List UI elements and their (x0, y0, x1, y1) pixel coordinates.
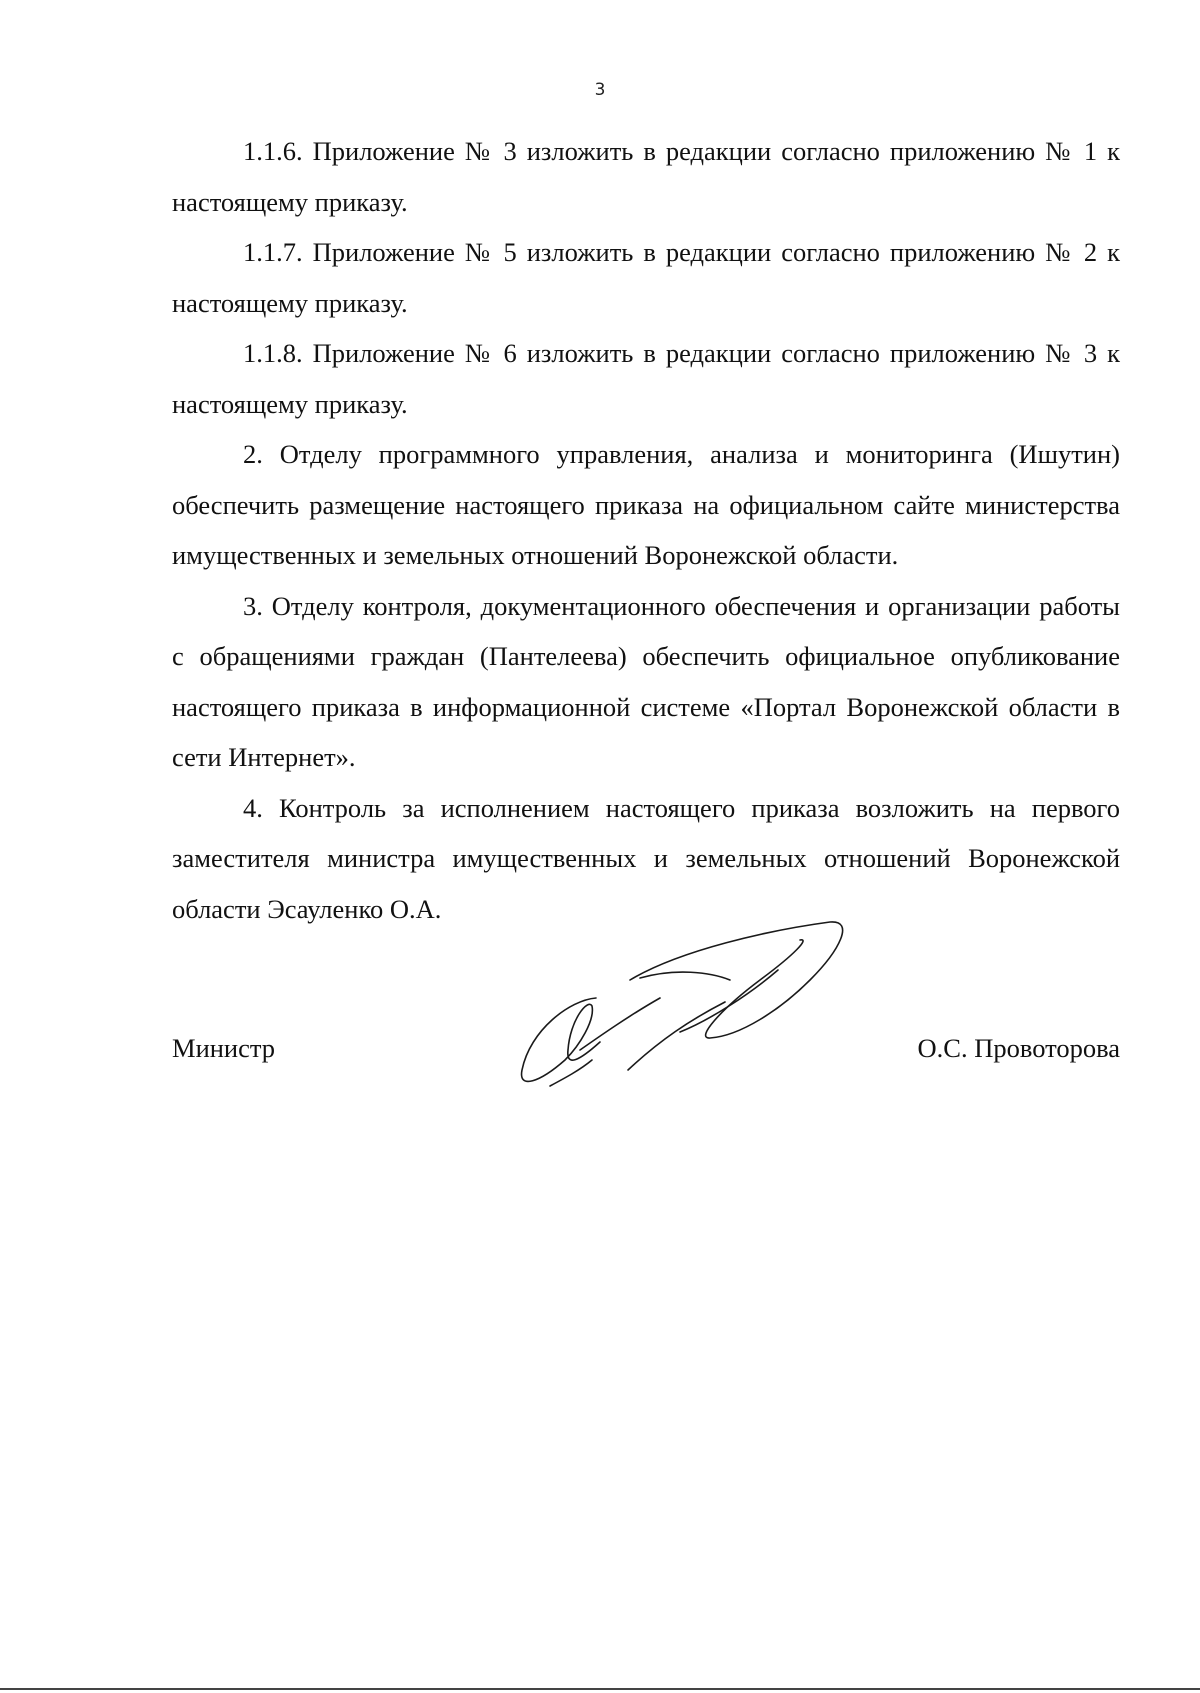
document-body (172, 126, 1120, 934)
signatory-position: Министр (172, 1033, 276, 1063)
page-number: 3 (594, 80, 606, 100)
signatory-name: О.С. Провоторова (917, 1033, 1120, 1063)
paragraph-1-1-6: 1.1.6. Приложение № 3 изложить в редакции согласно приложению № 1 к настоящему приказу. (172, 136, 1120, 217)
paragraph-4: 4. Контроль за исполнением настоящего приказа возложить на первого заместителя министра имущественных и земельных отношений Воронежской области Эсауленко О.А. (172, 792, 1120, 924)
paragraph-2: 2. Отделу программного управления, анализа и мониторинга (Ишутин) обеспечить размещение настоящего приказа на официальном сайте министерства имущественных и земельных отношений Воронежской области. (172, 439, 1120, 570)
paragraph-1-1-7: 1.1.7. Приложение № 5 изложить в редакции согласно приложению № 2 к настоящему приказу. (172, 237, 1120, 318)
handwritten-signature-icon (510, 910, 850, 1100)
paragraph-1-1-8: 1.1.8. Приложение № 6 изложить в редакции согласно приложению № 3 к настоящему приказу. (172, 338, 1120, 419)
page-bottom-rule (0, 1688, 1200, 1690)
paragraph-3: 3. Отделу контроля, документационного обеспечения и организации работы с обращениями граждан (Пантелеева) обеспечить официальное опубликование настоящего приказа в информационной системе «Портал Воронежской области в сети Интернет». (172, 590, 1120, 772)
signature-block (172, 1028, 1120, 1068)
